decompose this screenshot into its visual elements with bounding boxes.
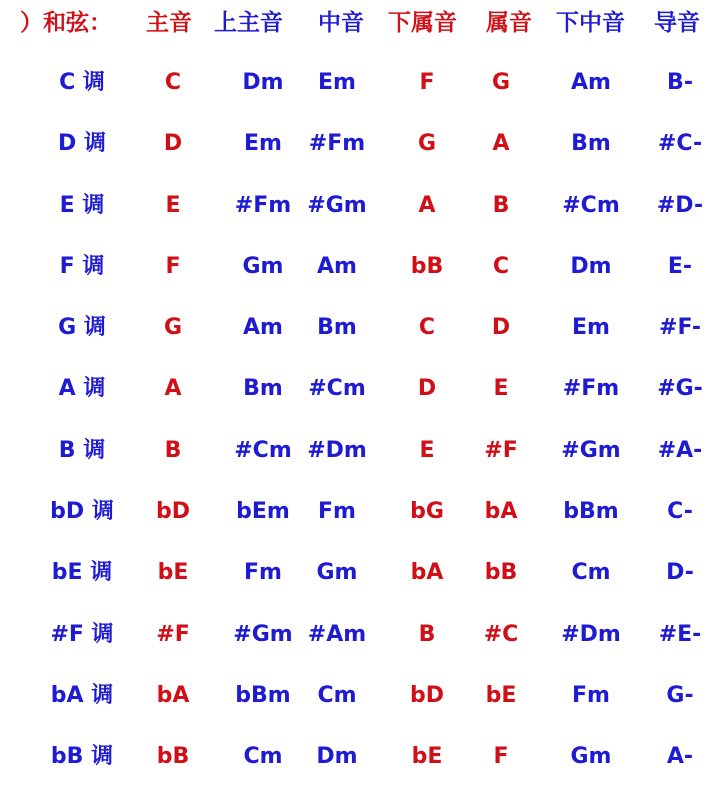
table-row	[0, 175, 726, 236]
chord-mediant: Dm	[316, 744, 358, 770]
chord-leading-tone: #G-	[657, 376, 703, 402]
chord-tonic: E	[165, 192, 181, 218]
chord-tonic: bD	[155, 499, 190, 525]
header-degree-submediant: 下中音	[556, 10, 625, 36]
chord-tonic: G	[163, 315, 183, 341]
chord-dominant: F	[493, 744, 509, 770]
chord-mediant: Am	[317, 253, 357, 279]
chord-dominant: bA	[484, 499, 518, 525]
key-label: D 调	[58, 131, 106, 157]
chord-leading-tone: G-	[666, 682, 694, 708]
key-label: A 调	[58, 376, 106, 402]
chord-mediant: #Fm	[308, 131, 366, 157]
header-degree-supertonic: 上主音	[214, 10, 283, 36]
chord-subdominant: D	[417, 376, 437, 402]
chord-tonic: A	[164, 376, 182, 402]
chord-dominant: D	[491, 315, 511, 341]
chord-mediant: Fm	[318, 499, 356, 525]
table-row	[0, 236, 726, 297]
key-label: C 调	[59, 70, 105, 95]
header-degree-mediant: 中音	[318, 10, 364, 36]
table-row	[0, 113, 726, 174]
chord-leading-tone: D-	[666, 560, 694, 586]
chord-dominant: B	[492, 192, 510, 218]
chord-submediant: #Gm	[561, 437, 621, 463]
chord-tonic: #F	[156, 621, 190, 647]
chord-tonic: C	[164, 70, 182, 95]
chord-dominant: C	[492, 253, 510, 279]
chord-supertonic: Em	[244, 131, 282, 157]
chord-table	[0, 52, 726, 788]
chord-subdominant: bG	[410, 499, 444, 525]
chord-mediant: #Gm	[307, 192, 367, 218]
chord-subdominant: G	[417, 131, 437, 157]
chord-mediant: Gm	[316, 560, 358, 586]
chord-dominant: A	[492, 131, 510, 157]
chord-submediant: Cm	[571, 560, 611, 586]
chord-subdominant: A	[418, 192, 436, 218]
chord-subdominant: bB	[410, 253, 444, 279]
key-label: bB 调	[50, 744, 114, 770]
chord-dominant: G	[491, 70, 511, 95]
chord-leading-tone: #D-	[656, 192, 704, 218]
chord-tonic: bB	[156, 744, 190, 770]
chord-subdominant: F	[419, 70, 435, 95]
table-row	[0, 481, 726, 542]
chord-supertonic: bBm	[235, 682, 291, 708]
key-label: bD 调	[50, 499, 114, 525]
chord-leading-tone: C-	[667, 499, 693, 525]
chord-subdominant: E	[419, 437, 435, 463]
chord-mediant: #Dm	[307, 437, 367, 463]
chord-supertonic: Gm	[242, 253, 284, 279]
chord-leading-tone: #E-	[658, 621, 702, 647]
chord-supertonic: bEm	[236, 499, 290, 525]
chord-subdominant: B	[418, 621, 436, 647]
chord-subdominant: bE	[411, 744, 443, 770]
chord-supertonic: #Gm	[233, 621, 293, 647]
chord-tonic: bE	[157, 560, 189, 586]
chord-supertonic: #Fm	[234, 192, 292, 218]
chord-mediant: Em	[318, 70, 356, 95]
chord-submediant: Am	[571, 70, 611, 95]
chord-dominant: E	[493, 376, 509, 402]
chord-submediant: #Dm	[561, 621, 621, 647]
chord-subdominant: bA	[410, 560, 444, 586]
header-prefix: ）和弦：	[20, 10, 112, 36]
key-label: bE 调	[51, 560, 113, 586]
key-label: bA 调	[50, 682, 114, 708]
chord-tonic: bA	[156, 682, 190, 708]
header-degree-subdominant: 下属音	[388, 10, 457, 36]
header-degree-dominant: 属音	[486, 10, 532, 36]
chord-submediant: Bm	[571, 131, 611, 157]
table-row	[0, 726, 726, 787]
table-header	[0, 0, 726, 52]
chord-dominant: #F	[484, 437, 518, 463]
table-row	[0, 52, 726, 113]
chord-supertonic: Am	[243, 315, 283, 341]
chord-supertonic: Cm	[243, 744, 283, 770]
table-row	[0, 420, 726, 481]
chord-supertonic: #Cm	[234, 437, 292, 463]
chord-tonic: B	[164, 437, 182, 463]
chord-dominant: bE	[485, 682, 517, 708]
key-label: B 调	[58, 437, 106, 463]
chord-leading-tone: #C-	[657, 131, 703, 157]
chord-mediant: #Am	[307, 621, 367, 647]
chord-submediant: #Cm	[562, 192, 620, 218]
chord-submediant: Em	[572, 315, 610, 341]
chord-leading-tone: A-	[666, 744, 694, 770]
chord-submediant: bBm	[563, 499, 619, 525]
chord-submediant: Fm	[572, 682, 610, 708]
header-degree-tonic: 主音	[146, 10, 192, 36]
chord-supertonic: Bm	[243, 376, 283, 402]
chord-subdominant: bD	[409, 682, 444, 708]
chord-leading-tone: E-	[667, 253, 693, 279]
chord-dominant: bB	[484, 560, 518, 586]
chord-submediant: Dm	[570, 253, 612, 279]
chord-mediant: Bm	[317, 315, 357, 341]
chord-dominant: #C	[483, 621, 519, 647]
table-row	[0, 665, 726, 726]
key-label: G 调	[58, 315, 106, 341]
key-label: #F 调	[50, 621, 114, 647]
chord-supertonic: Fm	[244, 560, 282, 586]
key-label: F 调	[59, 253, 105, 279]
chord-mediant: #Cm	[308, 376, 366, 402]
chord-mediant: Cm	[317, 682, 357, 708]
table-row	[0, 604, 726, 665]
chord-subdominant: C	[418, 315, 436, 341]
chord-submediant: #Fm	[562, 376, 620, 402]
key-label: E 调	[59, 192, 105, 218]
chord-supertonic: Dm	[242, 70, 284, 95]
chord-leading-tone: #A-	[657, 437, 703, 463]
table-row	[0, 358, 726, 419]
header-degree-leading-tone: 导音	[654, 10, 700, 36]
table-row	[0, 297, 726, 358]
chord-tonic: F	[165, 253, 181, 279]
chord-leading-tone: #F-	[659, 315, 701, 341]
chord-tonic: D	[163, 131, 183, 157]
chord-leading-tone: B-	[667, 70, 693, 95]
chord-submediant: Gm	[570, 744, 612, 770]
table-row	[0, 542, 726, 603]
